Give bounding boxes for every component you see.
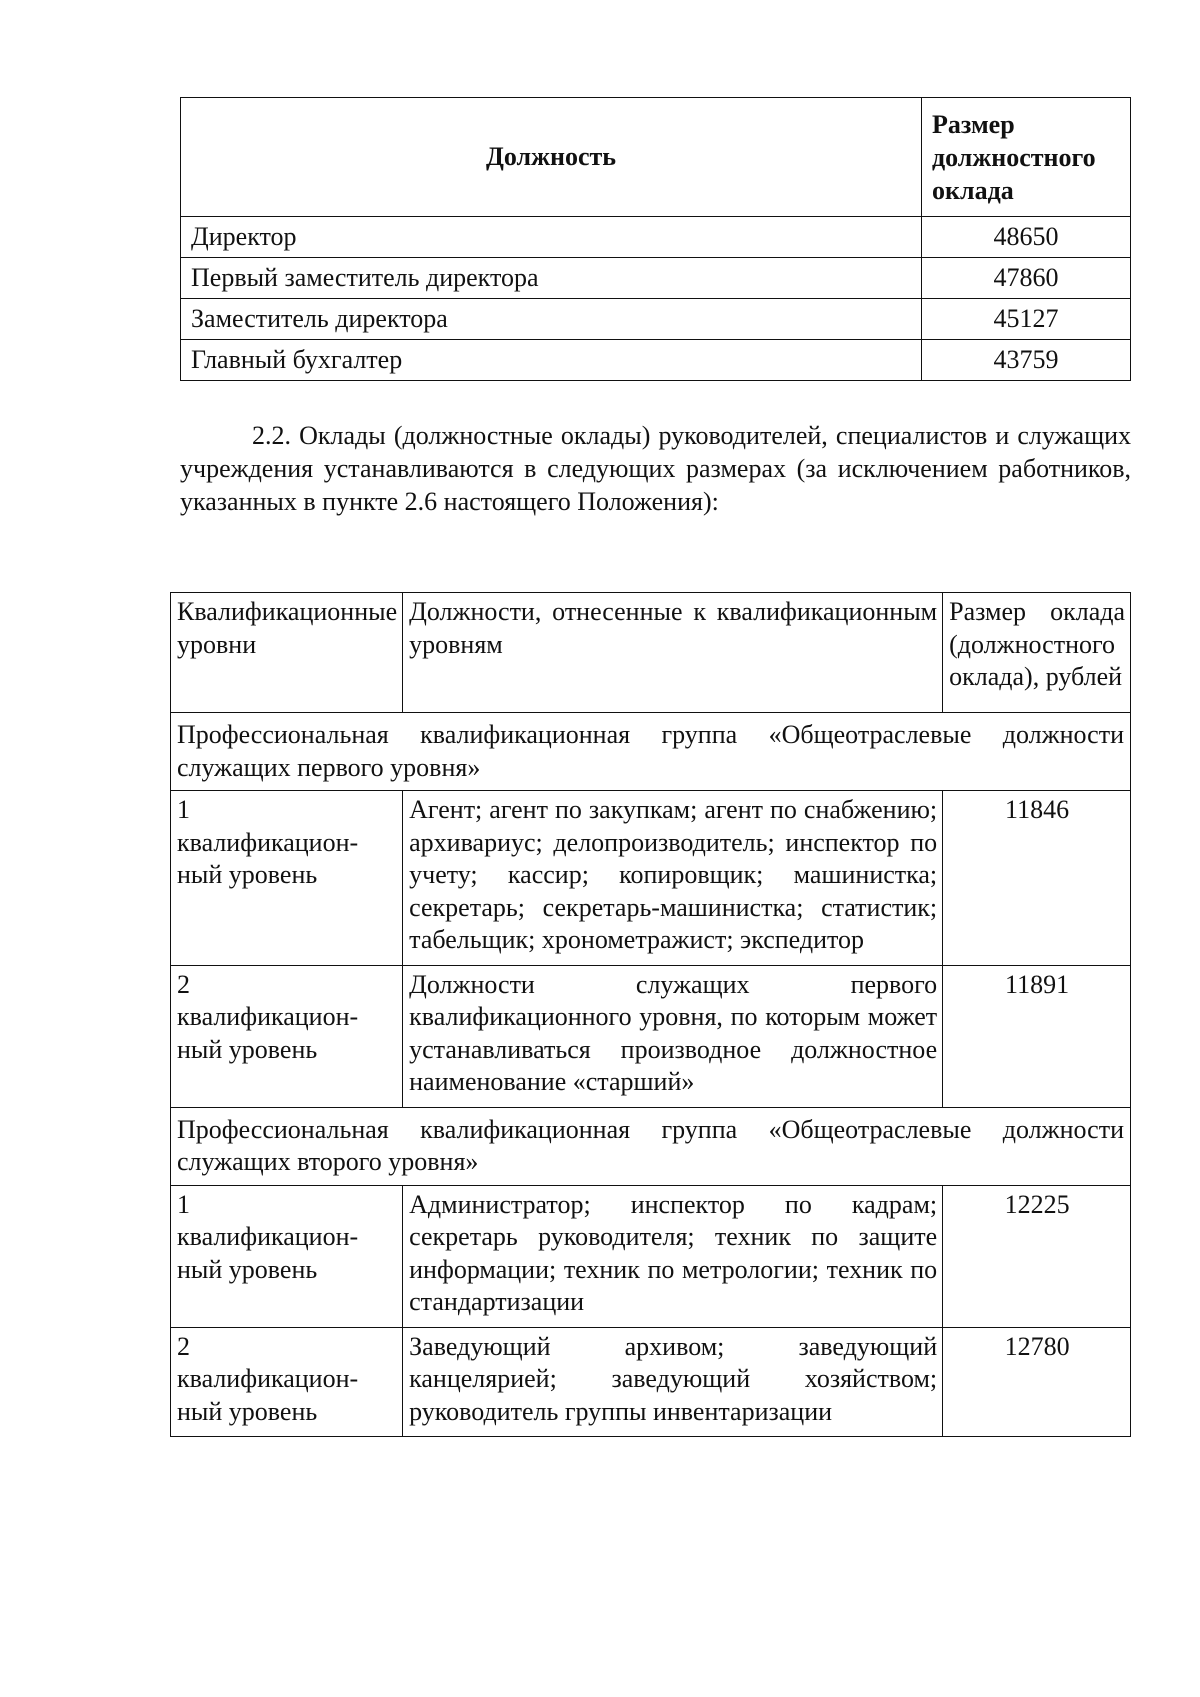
table-row xyxy=(181,299,1131,340)
table-header-row xyxy=(171,593,1131,713)
positions-cell: Должности служащих первого квалификационного уровня, по которым может устанавливаться производное должностное наименование «старший» xyxy=(403,965,943,1107)
salary-cell: 43759 xyxy=(922,340,1131,381)
salary-cell: 12780 xyxy=(943,1327,1131,1437)
column-header-salary: Размер оклада (должностного оклада), рублей xyxy=(943,593,1131,713)
table-row xyxy=(171,1185,1131,1327)
level-number: 2 xyxy=(177,969,190,999)
table-row xyxy=(171,965,1131,1107)
table-row xyxy=(171,791,1131,966)
level-number: 1 xyxy=(177,795,190,824)
level-cell xyxy=(171,791,403,966)
group-title: Профессиональная квалификационная группа «Общеотраслевые должности служащих первого уровня» xyxy=(171,713,1131,791)
head-salaries-table xyxy=(180,97,1131,381)
level-cell xyxy=(171,1327,403,1437)
level-label: квалификацион-ный уровень xyxy=(177,1222,359,1284)
position-cell: Заместитель директора xyxy=(181,299,922,340)
table-header-row xyxy=(181,98,1131,217)
position-cell: Главный бухгалтер xyxy=(181,340,922,381)
level-label: квалификацион-ный уровень xyxy=(177,1364,359,1426)
salary-cell: 45127 xyxy=(922,299,1131,340)
salary-cell: 47860 xyxy=(922,258,1131,299)
table-row xyxy=(181,340,1131,381)
table-row xyxy=(181,258,1131,299)
level-number: 1 xyxy=(177,1189,190,1219)
column-header-level: Квалификационные уровни xyxy=(171,593,403,713)
table-row xyxy=(181,217,1131,258)
level-label: квалификацион-ный уровень xyxy=(177,827,359,889)
column-header-salary: Размер должностного оклада xyxy=(922,98,1131,217)
column-header-position: Должность xyxy=(181,98,922,217)
table-row xyxy=(171,1327,1131,1437)
positions-cell: Заведующий архивом; заведующий канцелярией; заведующий хозяйством; руководитель группы инвентаризации xyxy=(403,1327,943,1437)
level-cell xyxy=(171,1185,403,1327)
level-cell xyxy=(171,965,403,1107)
position-cell: Директор xyxy=(181,217,922,258)
level-number: 2 xyxy=(177,1331,190,1361)
positions-cell: Агент; агент по закупкам; агент по снабжению; архивариус; делопроизводитель; инспектор по учету; кассир; копировщик; машинистка; секретарь; секретарь-машинистка; статистик; табельщик; хронометражист; экспедитор xyxy=(403,791,943,966)
group-title: Профессиональная квалификационная группа «Общеотраслевые должности служащих второго уровня» xyxy=(171,1107,1131,1185)
clause-2-2-paragraph: 2.2. Оклады (должностные оклады) руководителей, специалистов и служащих учреждения устанавливаются в следующих размерах (за исключением работников, указанных в пункте 2.6 настоящего Положения): xyxy=(180,421,1131,516)
qualification-salaries-table xyxy=(170,592,1131,1437)
group-row xyxy=(171,713,1131,791)
salary-cell: 12225 xyxy=(943,1185,1131,1327)
salary-cell: 48650 xyxy=(922,217,1131,258)
positions-cell: Администратор; инспектор по кадрам; секретарь руководителя; техник по защите информации; техник по метрологии; техник по стандартизации xyxy=(403,1185,943,1327)
column-header-positions: Должности, отнесенные к квалификационным уровням xyxy=(403,593,943,713)
level-label: квалификацион-ный уровень xyxy=(177,1002,359,1064)
salary-cell: 11891 xyxy=(943,965,1131,1107)
salary-cell: 11846 xyxy=(943,791,1131,966)
group-row xyxy=(171,1107,1131,1185)
position-cell: Первый заместитель директора xyxy=(181,258,922,299)
